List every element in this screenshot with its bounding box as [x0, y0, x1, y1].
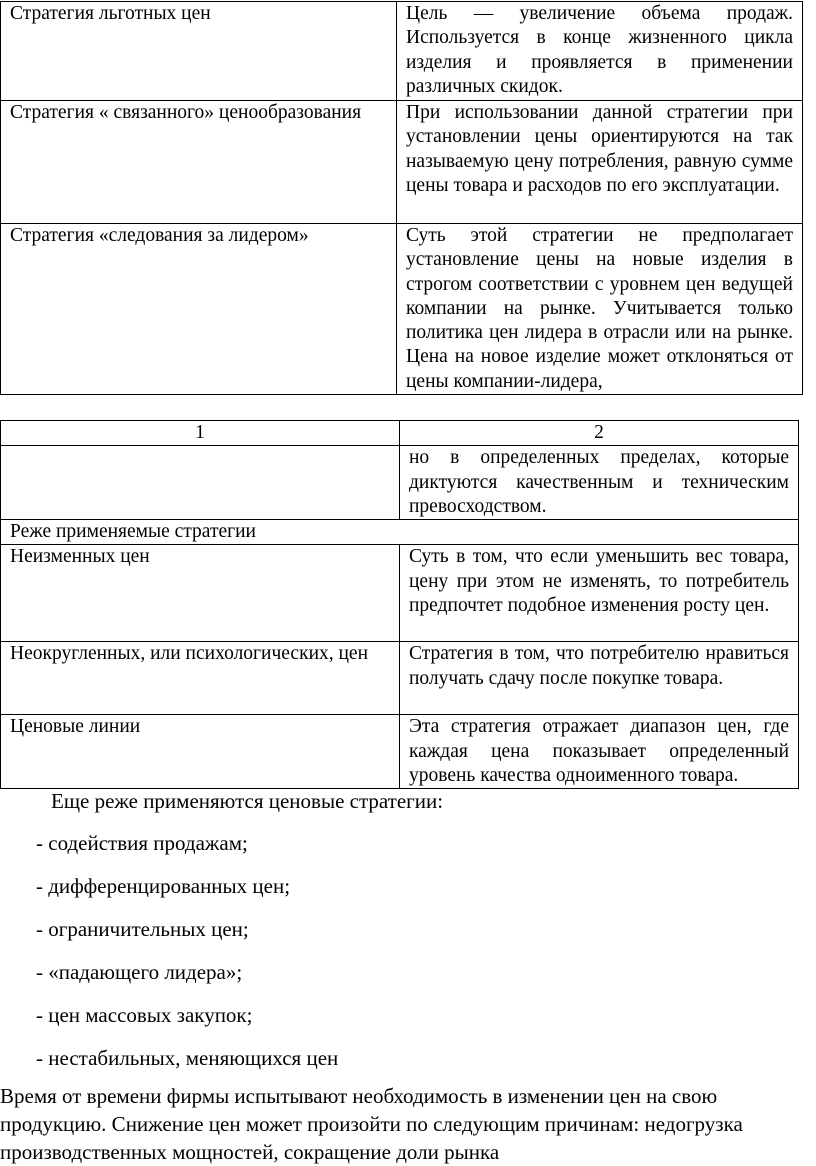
table-row — [1, 545, 799, 642]
list-item: - «падающего лидера»; — [36, 960, 243, 984]
list-item: - содействия продажам; — [36, 831, 248, 855]
strategy-name-cell: Стратегия « связанного» ценообразования — [1, 101, 397, 224]
table-row — [1, 446, 799, 520]
table-row — [1, 715, 799, 789]
continuation-cell: но в определенных пределах, которые диктуются качественным и техническим превосходством. — [400, 446, 799, 520]
intro-text: Еще реже применяются ценовые стратегии: — [51, 789, 444, 813]
strategy-description-cell: Стратегия в том, что потребителю нравиться получать сдачу после покупке товара. — [400, 642, 799, 715]
section-row — [1, 520, 799, 545]
strategy-description-cell: Суть этой стратегии не предполагает установление цены на новые изделия в строгом соответствии с уровнем цен ведущей компании на рынке. Учитывается только политика цен лидера в отрасли или на рынке. Цена на новое изделие может отклоняться от цены компании-лидера, — [397, 224, 803, 395]
list-item: - цен массовых закупок; — [36, 1003, 253, 1027]
table-row — [1, 101, 803, 224]
column-number-1: 1 — [1, 421, 400, 446]
list-item: - ограничительных цен; — [36, 917, 249, 941]
strategy-name-cell: Стратегия «следования за лидером» — [1, 224, 397, 395]
pricing-strategies-table — [0, 1, 803, 395]
section-heading: Реже применяемые стратегии — [1, 520, 799, 545]
table-header-row — [1, 421, 799, 446]
table-row — [1, 642, 799, 715]
pricing-strategies-table-continued — [0, 420, 799, 789]
strategy-description-cell: При использовании данной стратегии при установлении цены ориентируются на так называемую цену потребления, равную сумме цены товара и расходов по его эксплуатации. — [397, 101, 803, 224]
strategy-name-cell: Стратегия льготных цен — [1, 2, 397, 101]
table-row — [1, 2, 803, 101]
strategy-description-cell: Эта стратегия отражает диапазон цен, где каждая цена показывает определенный уровень качества одноименного товара. — [400, 715, 799, 789]
body-paragraph: Время от времени фирмы испытывают необходимость в изменении цен на свою продукцию. Снижение цен может произойти по следующим причинам: недогрузка производственных мощностей, сокращение доли рынка — [0, 1084, 743, 1164]
table-row — [1, 224, 803, 395]
strategy-name-cell: Ценовые линии — [1, 715, 400, 789]
strategy-description-cell: Суть в том, что если уменьшить вес товара, цену при этом не изменять, то потребитель предпочтет подобное изменения росту цен. — [400, 545, 799, 642]
strategy-name-cell: Неокругленных, или психологических, цен — [1, 642, 400, 715]
strategy-name-cell: Неизменных цен — [1, 545, 400, 642]
column-number-2: 2 — [400, 421, 799, 446]
list-item: - дифференцированных цен; — [36, 874, 291, 898]
strategy-description-cell: Цель — увеличение объема продаж. Используется в конце жизненного цикла изделия и проявляется в применении различных скидок. — [397, 2, 803, 101]
empty-cell — [1, 446, 400, 520]
strategy-list — [36, 830, 338, 1088]
list-item: - нестабильных, меняющихся цен — [36, 1046, 339, 1070]
